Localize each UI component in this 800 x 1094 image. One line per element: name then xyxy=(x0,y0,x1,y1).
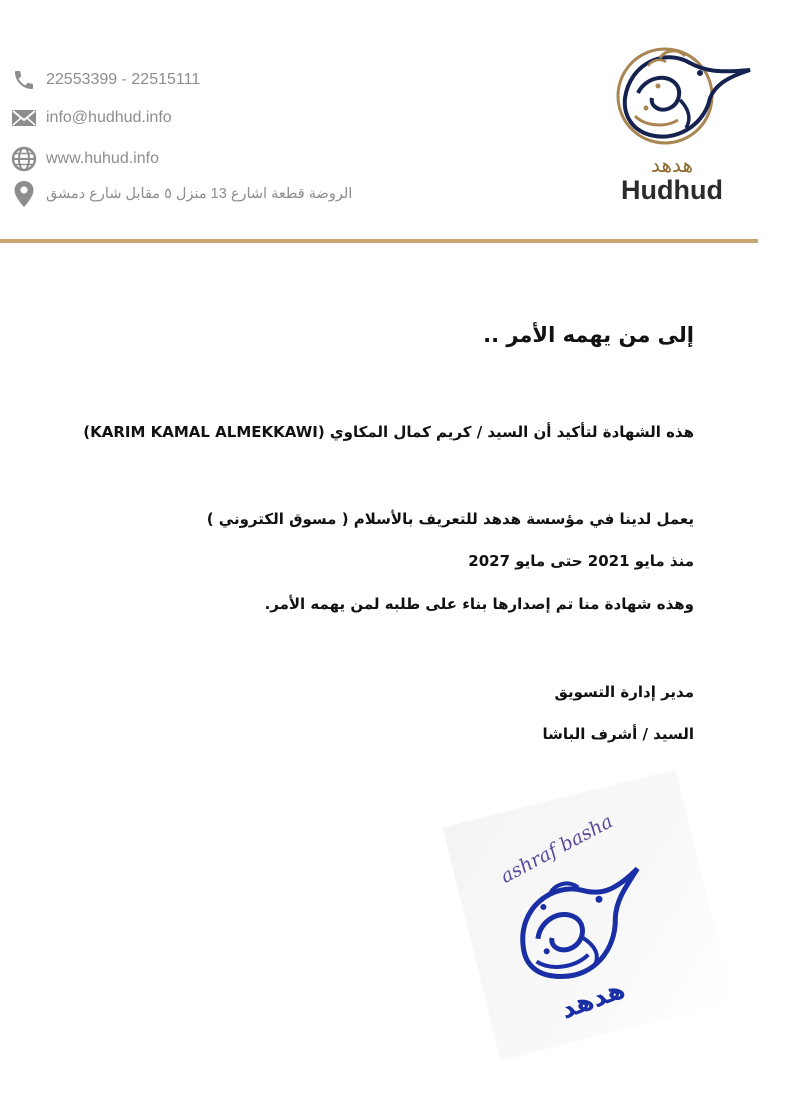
stamp-arabic-text: هدهد xyxy=(556,974,630,1026)
letter-greeting: إلى من يهمه الأمر .. xyxy=(483,323,694,347)
logo-english-name: Hudhud xyxy=(621,175,723,205)
signatory-title: مدير إدارة التسويق xyxy=(554,683,694,701)
letter-line-4: وهذه شهادة منا تم إصدارها بناء على طلبه لمن يهمه الأمر. xyxy=(264,595,694,613)
website-link[interactable]: www.huhud.info xyxy=(46,150,159,167)
location-pin-icon xyxy=(10,180,38,208)
mail-icon xyxy=(10,104,38,132)
contact-website xyxy=(10,145,159,173)
address-text: الروضة قطعة اشارع 13 منزل ٥ مقابل شارع دمشق xyxy=(46,186,353,202)
contact-email xyxy=(10,104,172,132)
handwritten-signature: ashraf basha xyxy=(497,810,617,888)
line1-arabic: هذه الشهادة لتأكيد أن السيد / كريم كمال المكاوي xyxy=(324,423,694,441)
letter-line-3: منذ مايو 2021 حتى مايو 2027 xyxy=(468,552,694,570)
header-divider xyxy=(0,239,758,243)
signatory-name: السيد / أشرف الباشا xyxy=(542,725,694,743)
contact-address xyxy=(10,180,352,208)
letter-line-2: يعمل لدينا في مؤسسة هدهد للتعريف بالأسلام ( مسوق الكتروني ) xyxy=(206,510,694,528)
globe-icon xyxy=(10,145,38,173)
phone-icon xyxy=(10,66,38,94)
letter-line-1 xyxy=(83,423,694,441)
contact-phone xyxy=(10,66,200,94)
line1-name-english: (KARIM KAMAL ALMEKKAWI) xyxy=(83,423,325,441)
logo-arabic-name: هدهد xyxy=(650,153,694,177)
email-link[interactable]: info@hudhud.info xyxy=(46,109,172,126)
phone-text: 22553399 - 22515111 xyxy=(46,71,201,88)
logo-wordmark xyxy=(612,155,732,205)
